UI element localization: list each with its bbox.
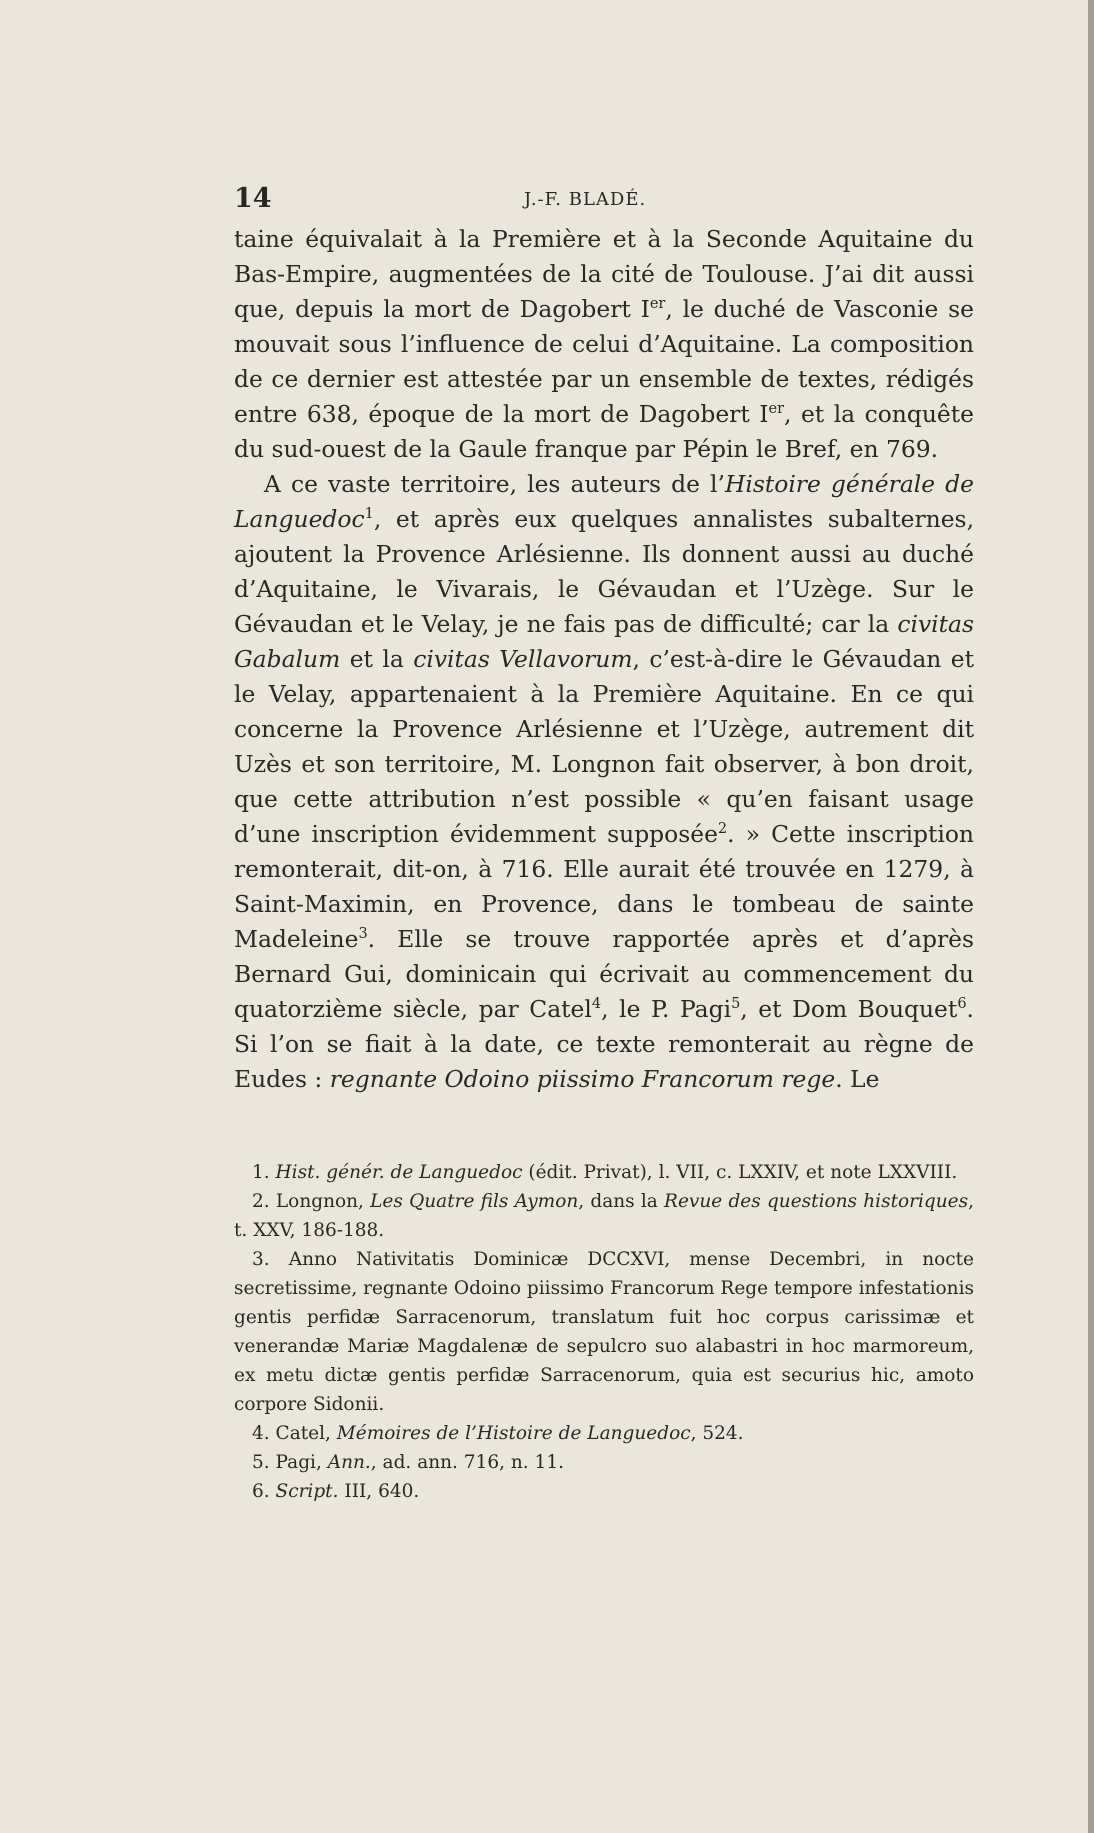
text-span: , dans la bbox=[578, 1191, 665, 1212]
footnote-2: 2. Longnon, Les Quatre fils Aymon, dans la Revue des questions historiques, t. XXV, 186-188. bbox=[234, 1191, 975, 1241]
text-span: . Elle se trouve rapportée après et d’après Bernard Gui, dominicain qui écrivait au commencement du quatorzième siècle, par Catel bbox=[234, 925, 974, 1023]
italic-title: Hist. génér. de Languedoc bbox=[275, 1162, 523, 1183]
italic-latin: regnante Odoino piissimo Francorum rege bbox=[329, 1065, 836, 1093]
footnote-number: 5 bbox=[252, 1452, 264, 1473]
footnote-ref-4: 4 bbox=[591, 996, 602, 1013]
paragraph-1 bbox=[234, 222, 974, 467]
text-span: taine équivalait à la Première et à la Seconde Aquitaine du Bas-Empire, augmentées de la cité de Toulouse. J’ai dit aussi que, depuis la mort de Dagobert I bbox=[234, 225, 974, 323]
italic-title: Les Quatre fils Aymon bbox=[370, 1191, 579, 1212]
text-span: , t. XXV, 186-188. bbox=[234, 1191, 975, 1241]
italic-title: Revue des questions historiques bbox=[664, 1191, 969, 1212]
text-span: A ce vaste territoire, les auteurs de l’ bbox=[264, 470, 725, 498]
italic-title: Mémoires de l’Histoire de Languedoc bbox=[336, 1423, 691, 1444]
text-span: , et après eux quelques annalistes subalternes, ajoutent la Provence Arlésienne. Ils donnent aussi au duché d’Aquitaine, le Vivarais, le Gévaudan et l’Uzège. Sur le Gévaudan et le Velay, je ne fais pas de difficulté; car la bbox=[234, 505, 974, 638]
footnote-1: 1. Hist. génér. de Languedoc (édit. Privat), l. VII, c. LXXIV, et note LXXVIII. bbox=[252, 1162, 958, 1183]
paragraph-2 bbox=[234, 467, 974, 1097]
italic-title: Histoire générale de Languedoc bbox=[234, 470, 974, 533]
italic-latin: civitas Vellavorum bbox=[413, 645, 633, 673]
text-span: Anno Nativitatis Dominicæ DCCXVI, mense Decembri, in nocte secretissime, regnante Odoino piissimo Francorum Rege tempore infestationis gentis perfidæ Sarracenorum, translatum fuit hoc corpus carissimæ et venerandæ Mariæ Magdalenæ de sepulcro suo alabastri in hoc marmoreum, ex metu dictæ gentis perfidæ Sarracenorum, quia est securius hic, amoto corpore Sidonii. bbox=[234, 1249, 974, 1415]
italic-title: Ann. bbox=[327, 1452, 371, 1473]
page-header bbox=[234, 183, 974, 223]
text-span: (édit. Privat), l. VII, c. LXXIV, et note LXXVIII. bbox=[522, 1162, 958, 1183]
superscript: er bbox=[768, 401, 785, 418]
footnote-number: 3 bbox=[252, 1249, 264, 1270]
running-head: J.-F. BLADÉ. bbox=[524, 189, 647, 210]
text-span: , 524. bbox=[690, 1423, 744, 1444]
page-number: 14 bbox=[234, 183, 272, 214]
footnotes bbox=[234, 1158, 974, 1506]
text-span: , et Dom Bouquet bbox=[740, 995, 958, 1023]
footnote-number: 2 bbox=[252, 1191, 264, 1212]
text-span: , c’est-à-dire le Gévaudan et le Velay, appartenaient à la Première Aquitaine. En ce qui concerne la Provence Arlésienne et l’Uzège, autrement dit Uzès et son territoire, M. Longnon fait observer, à bon droit, que cette attribution n’est possible « qu’en faisant usage d’une inscription évidemment supposée bbox=[234, 645, 974, 848]
page-edge bbox=[1088, 0, 1094, 1833]
footnote-number: 4 bbox=[252, 1423, 264, 1444]
text-span: Catel, bbox=[275, 1423, 337, 1444]
italic-latin: civitas Gabalum bbox=[234, 610, 974, 673]
footnote-4: 4. Catel, Mémoires de l’Histoire de Languedoc, 524. bbox=[252, 1423, 744, 1444]
footnote-6: 6. Script. III, 640. bbox=[252, 1481, 420, 1502]
text-span: . Le bbox=[835, 1065, 880, 1093]
footnote-number: 6 bbox=[252, 1481, 264, 1502]
footnote-3: 3. Anno Nativitatis Dominicæ DCCXVI, mense Decembri, in nocte secretissime, regnante Odoino piissimo Francorum Rege tempore infestationis gentis perfidæ Sarracenorum, translatum fuit hoc corpus carissimæ et venerandæ Mariæ Magdalenæ de sepulcro suo alabastri in hoc marmoreum, ex metu dictæ gentis perfidæ Sarracenorum, quia est securius hic, amoto corpore Sidonii. bbox=[234, 1249, 974, 1415]
italic-title: Script. bbox=[275, 1481, 339, 1502]
text-span: Pagi, bbox=[275, 1452, 328, 1473]
text-span: et la bbox=[340, 645, 414, 673]
footnote-ref-6: 6 bbox=[957, 996, 967, 1013]
text-span: , le P. Pagi bbox=[601, 995, 732, 1023]
text-span: . Si l’on se fiait à la date, ce texte remonterait au règne de Eudes : bbox=[234, 995, 974, 1093]
text-span: III, 640. bbox=[338, 1481, 420, 1502]
footnote-ref-3: 3 bbox=[358, 926, 368, 943]
text-span: . » Cette inscription remonterait, dit-on, à 716. Elle aurait été trouvée en 1279, à Saint-Maximin, en Provence, dans le tombeau de sainte Madeleine bbox=[234, 820, 974, 953]
footnote-ref-1: 1 bbox=[364, 506, 374, 523]
text-span: , et la conquête du sud-ouest de la Gaule franque par Pépin le Bref, en 769. bbox=[234, 400, 974, 463]
body-text bbox=[234, 222, 974, 1097]
footnote-ref-5: 5 bbox=[731, 996, 741, 1013]
superscript: er bbox=[649, 296, 666, 313]
footnote-number: 1 bbox=[252, 1162, 264, 1183]
footnote-ref-2: 2 bbox=[717, 821, 728, 838]
text-span: Longnon, bbox=[275, 1191, 371, 1212]
text-span: , ad. ann. 716, n. 11. bbox=[370, 1452, 564, 1473]
footnote-5: 5. Pagi, Ann., ad. ann. 716, n. 11. bbox=[252, 1452, 564, 1473]
text-span: , le duché de Vasconie se mouvait sous l’influence de celui d’Aquitaine. La composition de ce dernier est attestée par un ensemble de textes, rédigés entre 638, époque de la mort de Dagobert I bbox=[234, 295, 975, 428]
